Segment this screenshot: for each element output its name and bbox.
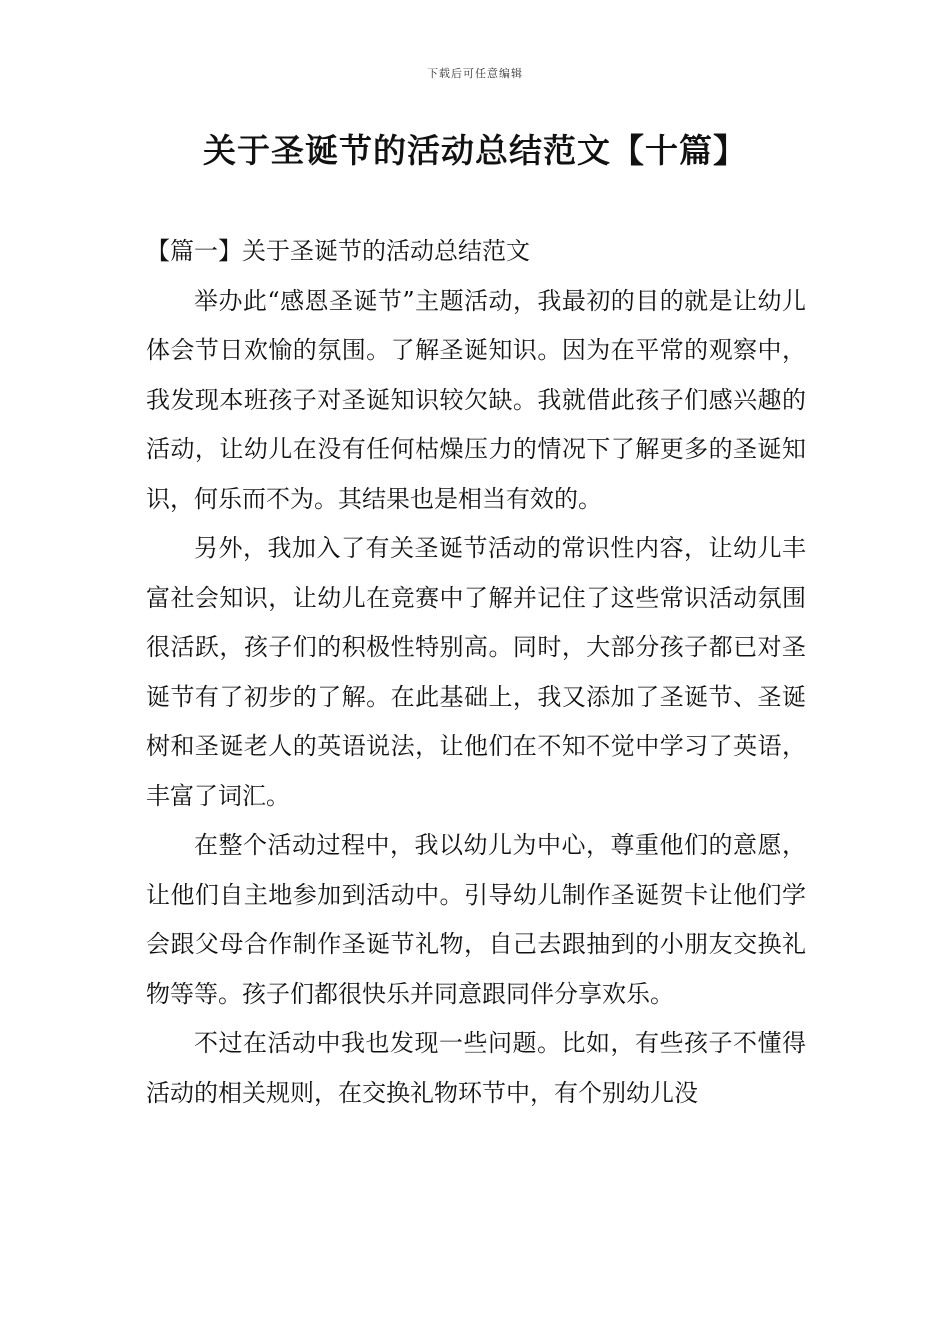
header-note: 下载后可任意编辑	[427, 67, 523, 80]
paragraph: 不过在活动中我也发现一些问题。比如，有些孩子不懂得活动的相关规则，在交换礼物环节中，有个别幼儿没	[146, 1029, 806, 1107]
section-heading: 【篇一】关于圣诞节的活动总结范文	[146, 237, 530, 265]
document-title: 关于圣诞节的活动总结范文【十篇】	[203, 131, 747, 170]
paragraph: 举办此“感恩圣诞节”主题活动，我最初的目的就是让幼儿体会节日欢愉的氛围。了解圣诞知识。因为在平常的观察中，我发现本班孩子对圣诞知识较欠缺。我就借此孩子们感兴趣的活动，让幼儿在没有任何枯燥压力的情况下了解更多的圣诞知识，何乐而不为。其结果也是相当有效的。	[146, 286, 806, 513]
document-body	[146, 227, 806, 1118]
paragraph: 在整个活动过程中，我以幼儿为中心，尊重他们的意愿，让他们自主地参加到活动中。引导幼儿制作圣诞贺卡让他们学会跟父母合作制作圣诞节礼物，自己去跟抽到的小朋友交换礼物等等。孩子们都很快乐并同意跟同伴分享欢乐。	[146, 831, 806, 1008]
paragraph: 另外，我加入了有关圣诞节活动的常识性内容，让幼儿丰富社会知识，让幼儿在竞赛中了解并记住了这些常识活动氛围很活跃，孩子们的积极性特别高。同时，大部分孩子都已对圣诞节有了初步的了解。在此基础上，我又添加了圣诞节、圣诞树和圣诞老人的英语说法，让他们在不知不觉中学习了英语，丰富了词汇。	[146, 534, 806, 810]
